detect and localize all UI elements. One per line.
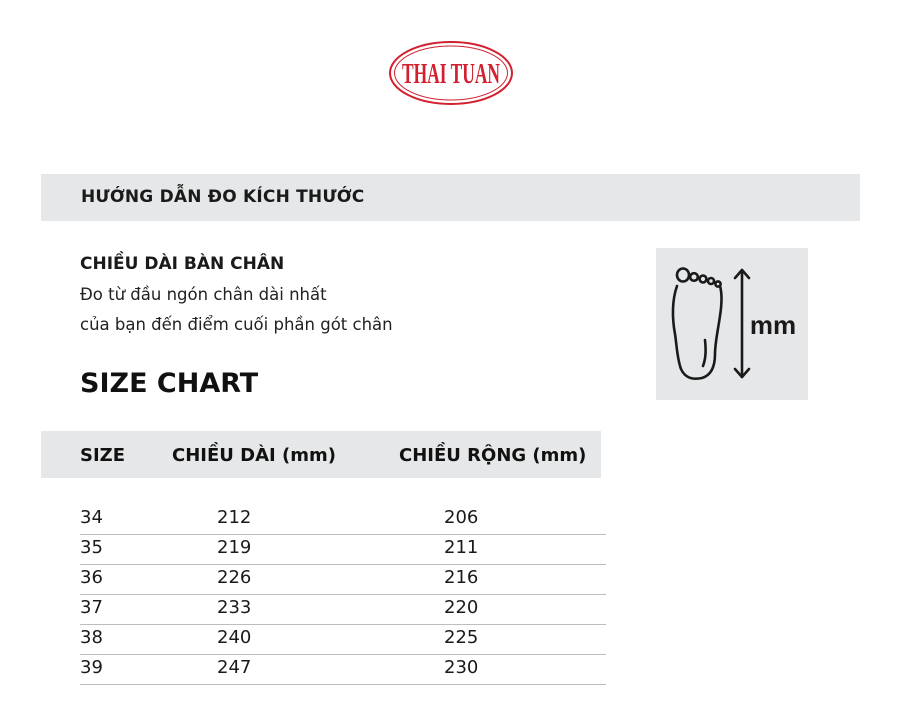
table-row (80, 564, 606, 595)
cell-width: 225 (444, 627, 479, 648)
table-row (80, 654, 606, 685)
cell-size: 34 (80, 507, 103, 528)
guide-title: HƯỚNG DẪN ĐO KÍCH THƯỚC (81, 187, 365, 207)
cell-width: 220 (444, 597, 479, 618)
table-row (80, 534, 606, 565)
guide-banner (41, 174, 860, 221)
cell-length: 219 (217, 537, 252, 558)
cell-size: 39 (80, 657, 103, 678)
length-arrow-icon (735, 270, 749, 377)
foot-icon (673, 269, 722, 379)
thai-tuan-logo (388, 40, 514, 106)
foot-length-heading: CHIỀU DÀI BÀN CHÂN (80, 254, 285, 274)
cell-length: 212 (217, 507, 252, 528)
cell-length: 226 (217, 567, 252, 588)
table-row (80, 504, 606, 535)
size-chart-title: SIZE CHART (80, 368, 259, 399)
cell-length: 240 (217, 627, 252, 648)
foot-measure-illustration (656, 248, 808, 400)
cell-width: 230 (444, 657, 479, 678)
cell-size: 35 (80, 537, 103, 558)
cell-size: 38 (80, 627, 103, 648)
measure-instruction-line-1: Đo từ đầu ngón chân dài nhất (80, 285, 327, 304)
header-size: SIZE (80, 445, 126, 466)
cell-size: 37 (80, 597, 103, 618)
measure-instruction-line-2: của bạn đến điểm cuối phần gót chân (80, 315, 393, 334)
cell-width: 211 (444, 537, 479, 558)
cell-width: 206 (444, 507, 479, 528)
header-length: CHIỀU DÀI (mm) (172, 445, 336, 466)
table-row (80, 594, 606, 625)
header-width: CHIỀU RỘNG (mm) (399, 445, 587, 466)
size-table-header (41, 431, 601, 478)
cell-length: 233 (217, 597, 252, 618)
table-row (80, 624, 606, 655)
cell-width: 216 (444, 567, 479, 588)
cell-length: 247 (217, 657, 252, 678)
svg-text:THAI TUAN: THAI TUAN (402, 58, 501, 90)
cell-size: 36 (80, 567, 103, 588)
unit-label: mm (749, 310, 797, 340)
